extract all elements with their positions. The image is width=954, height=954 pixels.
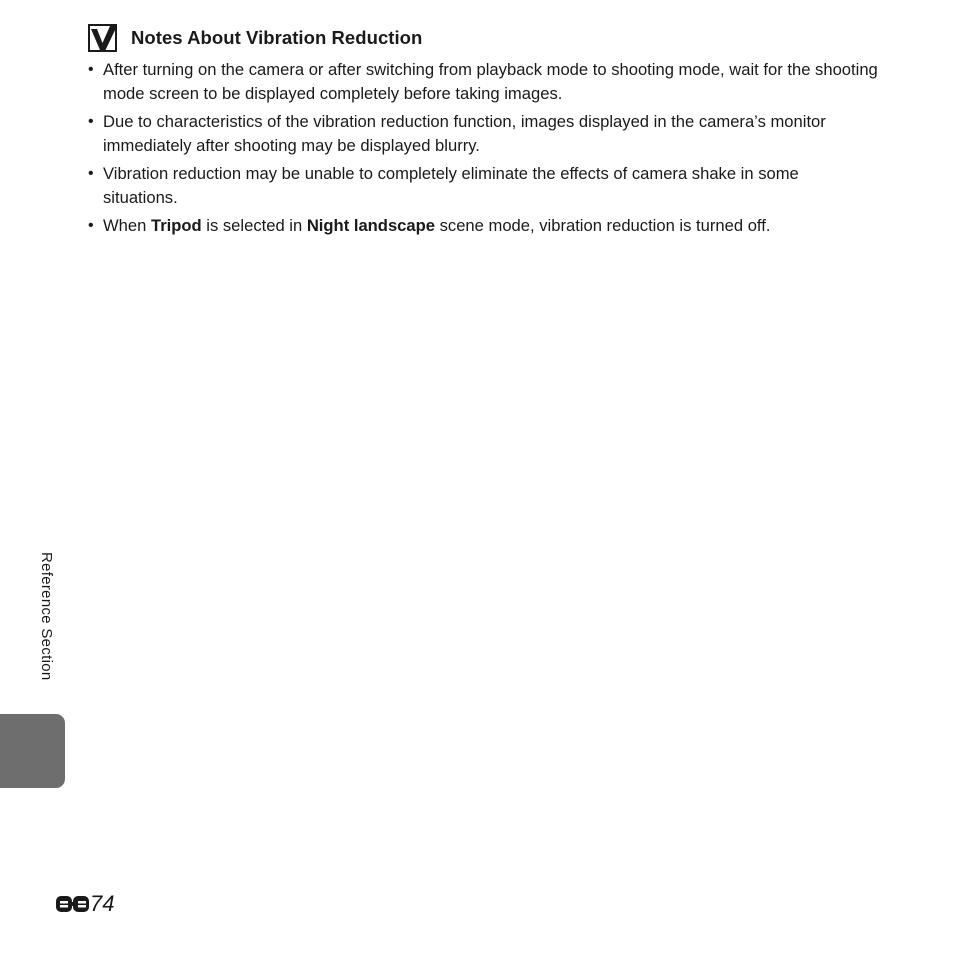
tripod-setting-name: Tripod [150,216,202,235]
text-segment: When [103,216,151,235]
text-segment: is selected in [201,216,307,235]
list-item [88,110,878,158]
section-side-label: Reference Section [38,552,55,681]
list-item-text: Due to characteristics of the vibration reduction function, images displayed in the camera’s monitor immediately after shooting may be displayed blurry. [103,112,826,155]
bullet: • [88,113,94,130]
bullet: • [88,165,94,182]
list-item [88,162,878,210]
reference-section-icon [55,892,91,916]
note-block [88,22,878,242]
section-tab [0,714,65,788]
note-list [88,58,878,238]
list-item-text: After turning on the camera or after switching from playback mode to shooting mode, wait for the shooting mode screen to be displayed completely before taking images. [103,60,878,103]
list-item-text: Vibration reduction may be unable to completely eliminate the effects of camera shake in some situations. [103,164,799,207]
list-item [88,58,878,106]
page-number [55,891,114,917]
checkmark-icon [88,24,118,52]
note-heading [88,22,878,54]
text-segment: scene mode, vibration reduction is turned off. [435,216,771,235]
list-item [88,214,878,238]
list-item-text [103,216,770,235]
bullet: • [88,61,94,78]
note-title: Notes About Vibration Reduction [131,27,423,48]
bullet: • [88,217,94,234]
night-landscape-mode-name: Night landscape [306,216,435,235]
page-number-text: 74 [90,891,115,916]
